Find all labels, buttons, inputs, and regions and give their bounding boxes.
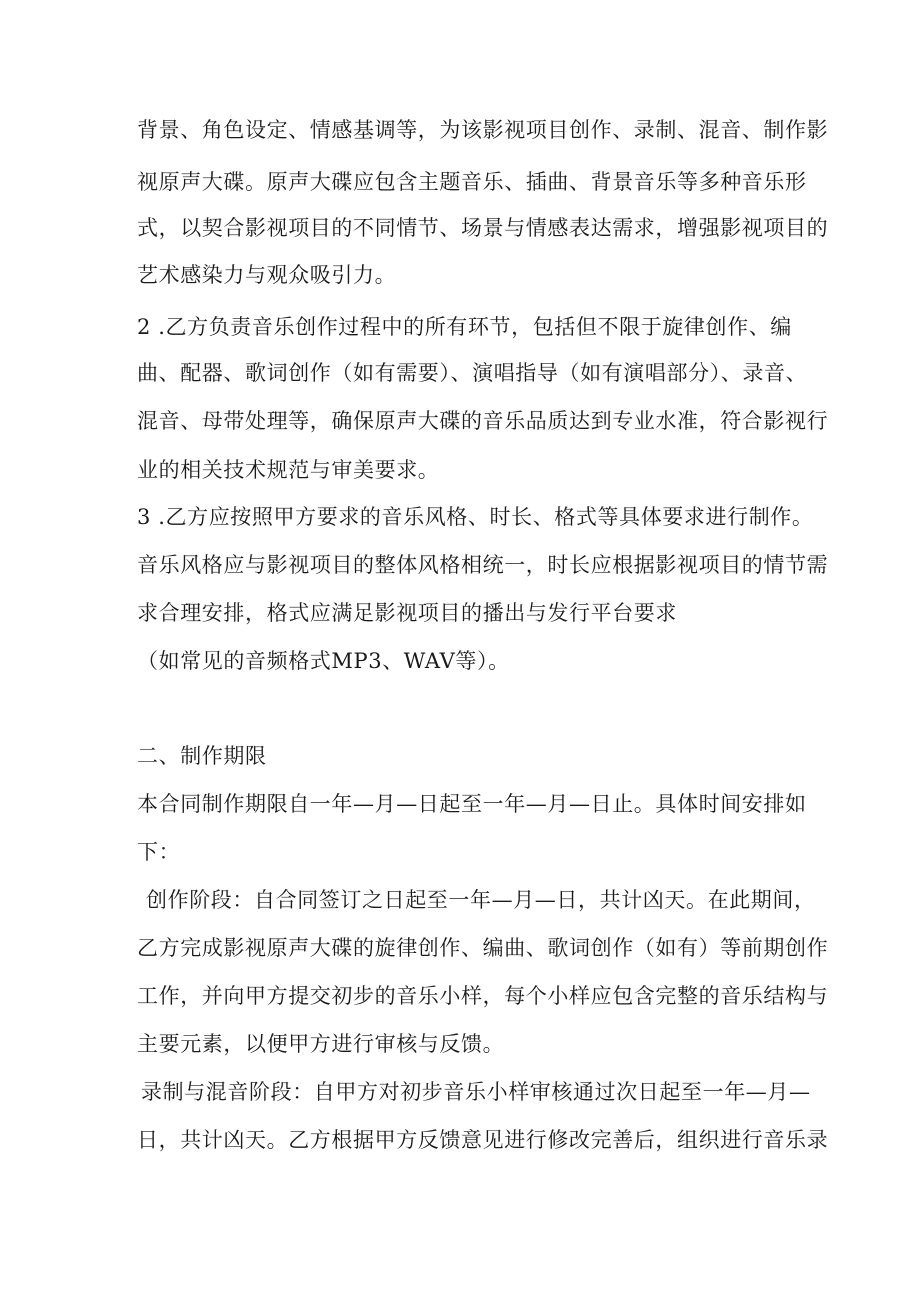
numbered-item-3: 3 .乙方应按照甲方要求的音乐风格、时长、格式等具体要求进行制作。	[137, 505, 814, 529]
paragraph-line: 混音、母带处理等，确保原声大碟的音乐品质达到专业水准，符合影视行	[137, 409, 829, 433]
paragraph-line: 下：	[137, 840, 181, 864]
paragraph-line: 背景、角色设定、情感基调等，为该影视项目创作、录制、混音、制作影	[137, 118, 829, 142]
numbered-item-2: 2 .乙方负责音乐创作过程中的所有环节，包括但不限于旋律创作、编	[137, 315, 792, 339]
paragraph-line: 视原声大碟。原声大碟应包含主题音乐、插曲、背景音乐等多种音乐形	[137, 170, 807, 194]
paragraph-line: 本合同制作期限自一年—月—日起至一年—月—日止。具体时间安排如	[137, 792, 807, 816]
paragraph-line: 曲、配器、歌词创作（如有需要）、演唱指导（如有演唱部分）、录音、	[137, 361, 808, 385]
creation-phase-line: 创作阶段：自合同签订之日起至一年—月—日，共计凶天。在此期间，	[146, 888, 816, 912]
paragraph-line: 求合理安排，格式应满足影视项目的播出与发行平台要求	[137, 601, 677, 625]
paragraph-line: （如常见的音频格式MP3、WAV等）。	[137, 649, 510, 673]
paragraph-line: 音乐风格应与影视项目的整体风格相统一，时长应根据影视项目的情节需	[137, 553, 829, 577]
paragraph-line: 工作，并向甲方提交初步的音乐小样，每个小样应包含完整的音乐结构与	[137, 984, 829, 1008]
recording-phase-line: 录制与混音阶段：自甲方对初步音乐小样审核通过次日起至一年—月—	[141, 1080, 811, 1104]
paragraph-line: 乙方完成影视原声大碟的旋律创作、编曲、歌词创作（如有）等前期创作	[137, 936, 829, 960]
paragraph-line: 业的相关技术规范与审美要求。	[137, 458, 440, 482]
paragraph-line: 式，以契合影视项目的不同情节、场景与情感表达需求，增强影视项目的	[137, 216, 829, 240]
paragraph-line: 主要元素，以便甲方进行审核与反馈。	[137, 1032, 505, 1056]
paragraph-line: 日，共计凶天。乙方根据甲方反馈意见进行修改完善后，组织进行音乐录	[137, 1128, 829, 1152]
paragraph-line: 艺术感染力与观众吸引力。	[137, 263, 397, 287]
section-heading: 二、制作期限	[137, 744, 267, 768]
